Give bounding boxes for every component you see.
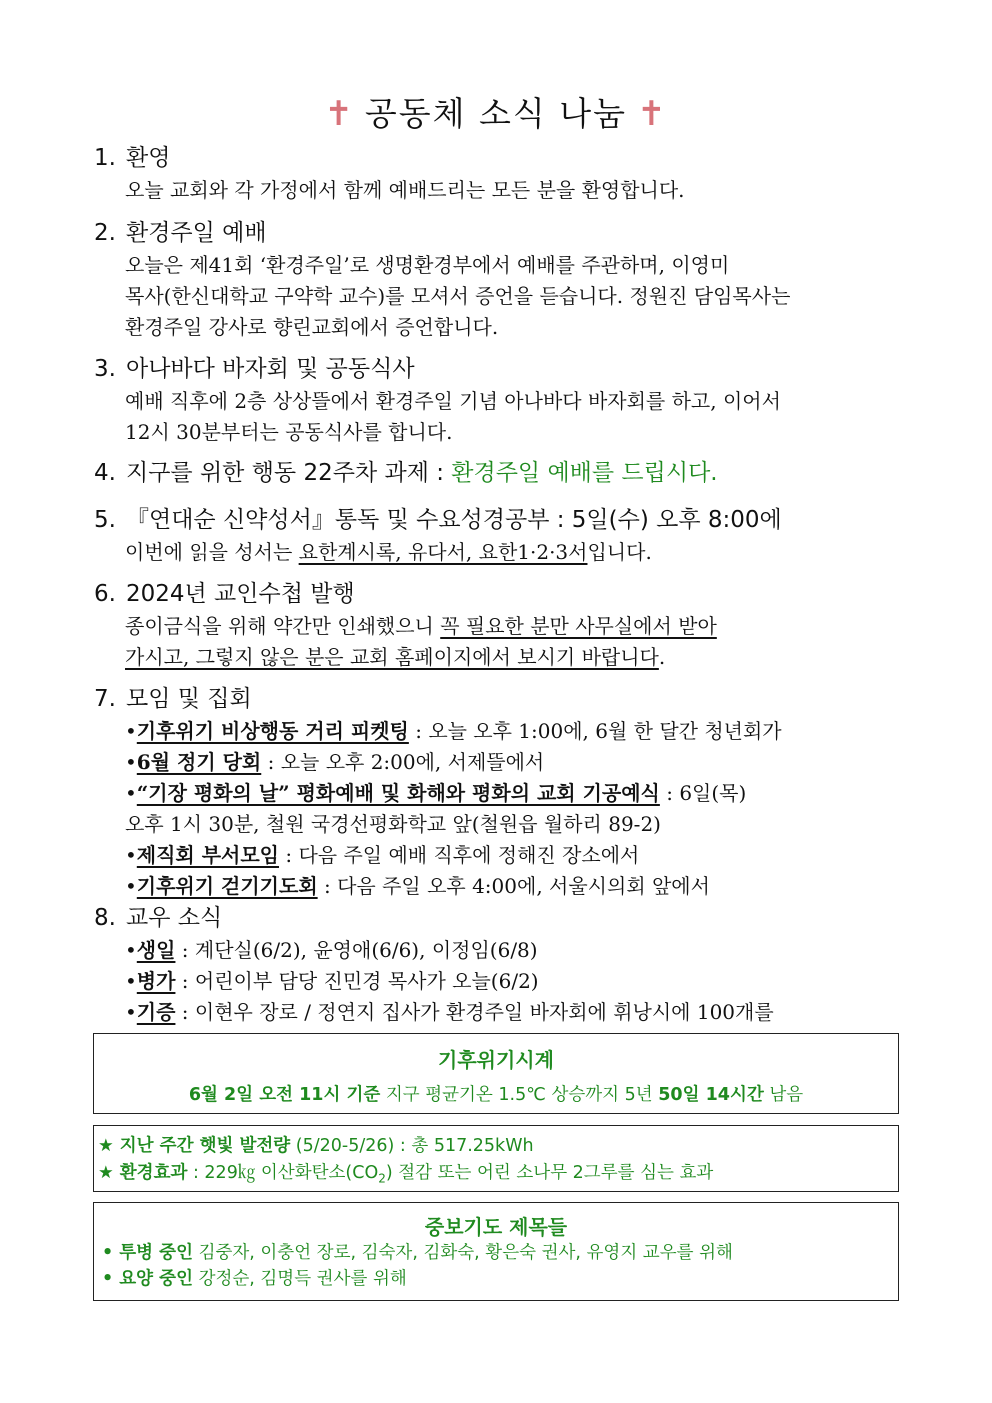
section-text: 입니다. [587,540,652,564]
section-text: 종이금식을 위해 약간만 인쇄했으니 [125,614,441,638]
page-title [0,88,992,135]
solar-generation-label: ★ 지난 주간 햇빛 발전량 [98,1136,291,1156]
section-heading: 2024년 교인수첩 발행 [126,581,355,607]
prayer-label: • 투병 중인 [102,1243,193,1263]
climate-clock-remaining: 50일 14시간 [658,1085,764,1105]
bullet: • [125,969,137,993]
section-earth-action [94,456,902,490]
prayer-line [94,1240,898,1266]
list-item [94,997,902,1028]
item-label: 제직회 부서모임 [136,843,279,867]
item-text: : 다음 주일 오후 4:00에, 서울시의회 앞에서 [317,874,710,898]
item-text: : 어린이부 담당 진민경 목사가 오늘(6/2) [175,969,539,993]
section-text: 오늘 교회와 각 가정에서 함께 예배드리는 모든 분을 환영합니다. [125,178,685,202]
solar-power-box [93,1125,899,1192]
prayer-label: • 요양 중인 [102,1269,193,1289]
section-number: 8. [94,905,116,931]
environment-effect-text: : 229㎏ 이산화탄소(CO [187,1163,379,1183]
list-item [94,935,902,966]
section-environment-sunday [94,216,902,343]
item-label: “기장 평화의 날” 평화예배 및 화해와 평화의 교회 기공예식 [136,781,660,805]
section-bazaar [94,352,902,448]
underlined-text: 가시고, 그렇지 않은 분은 교회 홈페이지에서 보시기 바랍니다 [125,645,659,669]
section-heading: 환영 [126,145,171,171]
climate-clock-date: 6월 2일 오전 11시 기준 [188,1085,381,1105]
section-heading: 환경주일 예배 [126,220,267,246]
section-number: 3. [94,356,116,382]
item-text: : 6일(목) [659,781,747,805]
climate-clock-text: 남음 [763,1085,804,1105]
item-label: 생일 [136,938,176,962]
list-item [94,966,902,997]
section-text-line: 오늘은 제41회 ‘환경주일’로 생명환경부에서 예배를 주관하며, 이영미 [125,253,730,277]
section-heading: 모임 및 집회 [126,686,252,712]
section-number: 7. [94,686,116,712]
section-text-line: 예배 직후에 2층 상상뜰에서 환경주일 기념 아나바다 바자회를 하고, 이어서 [125,389,781,413]
prayer-box [93,1202,899,1301]
list-item [94,778,902,809]
section-welcome [94,141,902,206]
page-title-text: 공동체 소식 나눔 [364,94,628,133]
prayer-names: 김중자, 이충언 장로, 김숙자, 김화숙, 황은숙 권사, 유영지 교우를 위해 [193,1243,733,1263]
item-label: 기후위기 걷기기도회 [136,874,318,898]
section-number: 1. [94,145,116,171]
environment-effect-text: ) 절감 또는 어린 소나무 2그루를 심는 효과 [385,1163,714,1183]
item-label: 병가 [136,969,176,993]
cross-icon: ✝ [324,94,355,134]
section-member-news [94,901,902,1028]
section-number: 5. [94,507,116,533]
section-heading: 『연대순 신약성서』통독 및 수요성경공부 : 5일(수) 오후 8:00에 [126,507,782,533]
list-item [94,840,902,871]
section-number: 2. [94,220,116,246]
prayer-title: 중보기도 제목들 [424,1215,568,1239]
item-label: 기후위기 비상행동 거리 피켓팅 [136,719,409,743]
section-bible-reading [94,503,902,568]
section-number: 4. [94,460,116,486]
solar-generation-line [98,1133,898,1160]
prayer-names: 강정순, 김명득 권사를 위해 [193,1269,407,1289]
prayer-line [94,1266,898,1292]
bullet: • [125,1000,137,1024]
solar-generation-value: (5/20-5/26) : 총 517.25kWh [290,1136,534,1156]
climate-clock-line [94,1081,898,1106]
cross-icon: ✝ [637,94,668,134]
section-heading: 교우 소식 [126,905,223,931]
list-item [94,747,902,778]
bullet: • [125,781,137,805]
bullet: • [125,938,137,962]
section-handbook [94,577,902,673]
item-text: : 이현우 장로 / 정연지 집사가 환경주일 바자회에 휘낭시에 100개를 [175,1000,774,1024]
bullet: • [125,874,137,898]
item-text: : 계단실(6/2), 윤영애(6/6), 이정임(6/8) [175,938,538,962]
item-label: 기증 [136,1000,176,1024]
list-item [94,716,902,747]
environment-effect-line [98,1160,898,1193]
section-heading: 지구를 위한 행동 22주차 과제 : [126,460,452,486]
list-item [94,871,902,902]
underlined-text: 요한계시록, 유다서, 요한1·2·3서 [298,540,588,564]
item-text: : 오늘 오후 2:00에, 서제뜰에서 [261,750,545,774]
section-text: 이번에 읽을 성서는 [125,540,299,564]
section-heading-highlight: 환경주일 예배를 드립시다. [451,460,718,486]
bullet: • [125,843,137,867]
bullet: • [125,719,137,743]
section-text-line: 12시 30분부터는 공동식사를 합니다. [125,420,453,444]
environment-effect-label: ★ 환경효과 [98,1163,188,1183]
item-text: 오후 1시 30분, 철원 국경선평화학교 앞(철원읍 월하리 89-2) [125,812,661,836]
item-label: 6월 정기 당회 [136,750,262,774]
section-number: 6. [94,581,116,607]
list-item-continuation [94,809,902,840]
bullet: • [125,750,137,774]
item-text: : 오늘 오후 1:00에, 6월 한 달간 청년회가 [408,719,782,743]
section-text-line: 환경주일 강사로 향린교회에서 증언합니다. [125,315,499,339]
section-heading: 아나바다 바자회 및 공동식사 [126,356,415,382]
section-meetings [94,682,902,902]
climate-clock-title: 기후위기시계 [438,1048,554,1072]
item-text: : 다음 주일 예배 직후에 정해진 장소에서 [279,843,640,867]
climate-clock-box [93,1033,899,1114]
climate-clock-text: 지구 평균기온 1.5℃ 상승까지 5년 [380,1085,659,1105]
underlined-text: 꼭 필요한 분만 사무실에서 받아 [440,614,717,638]
subscript: 2 [378,1171,386,1186]
section-text-line: 목사(한신대학교 구약학 교수)를 모셔서 증언을 듣습니다. 정원진 담임목사는 [125,284,791,308]
section-text: . [658,645,666,669]
